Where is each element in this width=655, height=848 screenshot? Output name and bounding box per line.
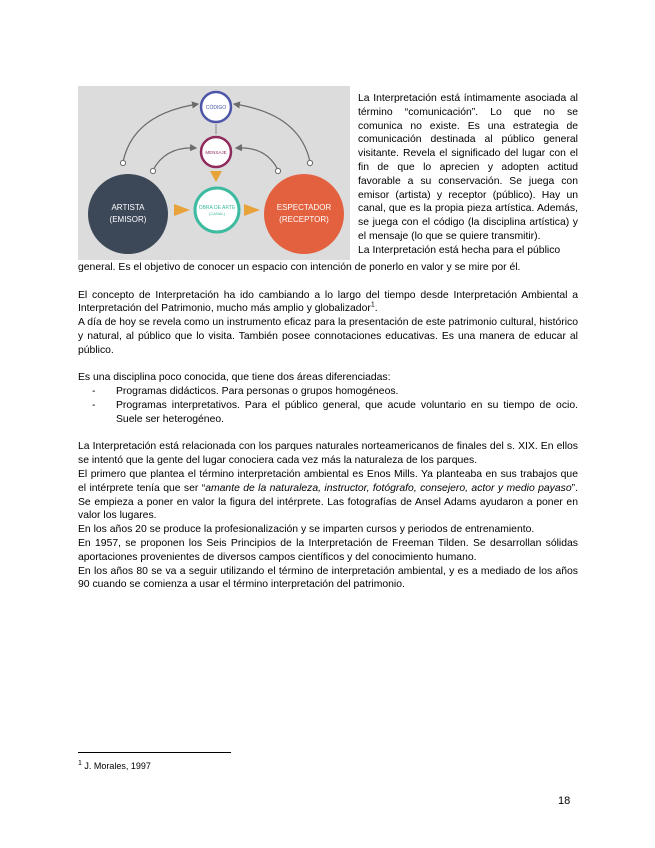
- communication-diagram: [78, 86, 350, 260]
- arc-dot: [307, 160, 312, 165]
- espectador-label: ESPECTADOR: [276, 203, 332, 212]
- mensaje-label: MENSAJE: [205, 150, 227, 155]
- obra-label: OBRA DE ARTE: [198, 205, 236, 211]
- arrow-right-icon: [244, 204, 260, 216]
- arc-espectador-mensaje: [236, 148, 278, 170]
- artista-label: ARTISTA: [111, 203, 145, 212]
- arc-artista-codigo: [123, 104, 198, 162]
- paragraph-discipline: Es una disciplina poco conocida, que tiene dos áreas diferenciadas:: [78, 372, 391, 384]
- arrow-right-icon: [174, 204, 190, 216]
- paragraph-continuation: general. Es el objetivo de conocer un espacio con intención de ponerlo en valor y se mire por él.: [78, 262, 521, 273]
- paragraph-parks: La Interpretación está relacionada con los parques naturales norteamericanos de finales del s. XIX. En ellos se intentó que la gente del lugar conociera cada vez más la naturaleza de los parques.: [78, 441, 578, 467]
- arrow-down-icon: [210, 171, 222, 182]
- list-item: - Programas interpretativos. Para el público general, que acude voluntario en su tiempo de ocio. Suele ser heterogéneo.: [92, 399, 578, 425]
- codigo-label: CÓDIGO: [205, 105, 227, 111]
- obra-sublabel: (CANAL): [208, 211, 226, 216]
- wrap-paragraph-2: La Interpretación está hecha para el público: [358, 244, 561, 256]
- paragraph-tilden: En 1957, se proponen los Seis Principios de la Interpretación de Freeman Tilden. Se desarrollan sólidas aportaciones provenientes de diversos campos científicos y del conocimiento humano.: [78, 537, 578, 563]
- paragraph-twenties: En los años 20 se produce la profesionalización y se imparten cursos y periodos de entrenamiento.: [78, 524, 535, 536]
- wrap-paragraph-1: La Interpretación está íntimamente asociada al término “comunicación”. Lo que no se comunica no existe. Es una estrategia de comunicación destinada al público general visitante. Revela el significado del lugar con el fin de que lo aprecien y adopten actitud favorable a su conservación. Se juega con emisor (artista) y receptor (público). Hay un canal, que es la propia pieza artística. Además, se juega con el código (la disciplina artística) y el mensaje (lo que se quiere transmitir).: [358, 93, 578, 242]
- arc-dot: [275, 168, 280, 173]
- mills-quote: amante de la naturaleza, instructor, fotógrafo, consejero, actor y medio payaso: [205, 482, 572, 494]
- wrap-text-block: [358, 92, 578, 258]
- paragraph-concept: El concepto de Interpretación ha ido cambiando a lo largo del tiempo desde Interpretación Ambiental a Interpretación del Patrimonio, mucho más amplio y globalizador$^1$.: [78, 289, 578, 315]
- areas-list: [78, 385, 578, 426]
- paragraph-instrument: A día de hoy se revela como un instrumento eficaz para la presentación de este patrimonio cultural, histórico y natural, al público que lo visita. También posee connotaciones educativas. Es una manera de educar al público.: [78, 317, 578, 356]
- footnote-ref: 1: [370, 301, 375, 309]
- footnote: $^1$ J. Morales, 1997: [78, 760, 151, 771]
- arc-dot: [120, 160, 125, 165]
- footnote-separator: [78, 752, 231, 753]
- arc-espectador-codigo: [234, 104, 310, 162]
- page-number: 18: [558, 795, 571, 807]
- espectador-node: [264, 174, 344, 254]
- arc-artista-mensaje: [153, 148, 196, 170]
- artista-node: [88, 174, 168, 254]
- paragraph-mills: El primero que plantea el término interpretación ambiental es Enos Mills. Ya planteaba en sus trabajos que el intérprete tenía que ser “amante de la naturaleza, instructor, fotógrafo, consejero, actor y medio payaso”. Se empieza a poner en valor la figura del intérprete. Las fotografías de Ansel Adams ayudaron a poner en valor los lugares.: [78, 468, 578, 522]
- paragraph-eighties: En los años 80 se va a seguir utilizando el término de interpretación ambiental, y es a mediado de los años 90 cuando se comienza a usar el término interpretación del patrimonio.: [78, 565, 578, 591]
- communication-diagram-svg: [78, 86, 350, 260]
- artista-sublabel: (EMISOR): [109, 215, 147, 224]
- list-item: - Programas didácticos. Para personas o grupos homogéneos.: [92, 386, 399, 398]
- body-text: [78, 261, 578, 592]
- arc-dot: [150, 168, 155, 173]
- espectador-sublabel: (RECEPTOR): [279, 215, 329, 224]
